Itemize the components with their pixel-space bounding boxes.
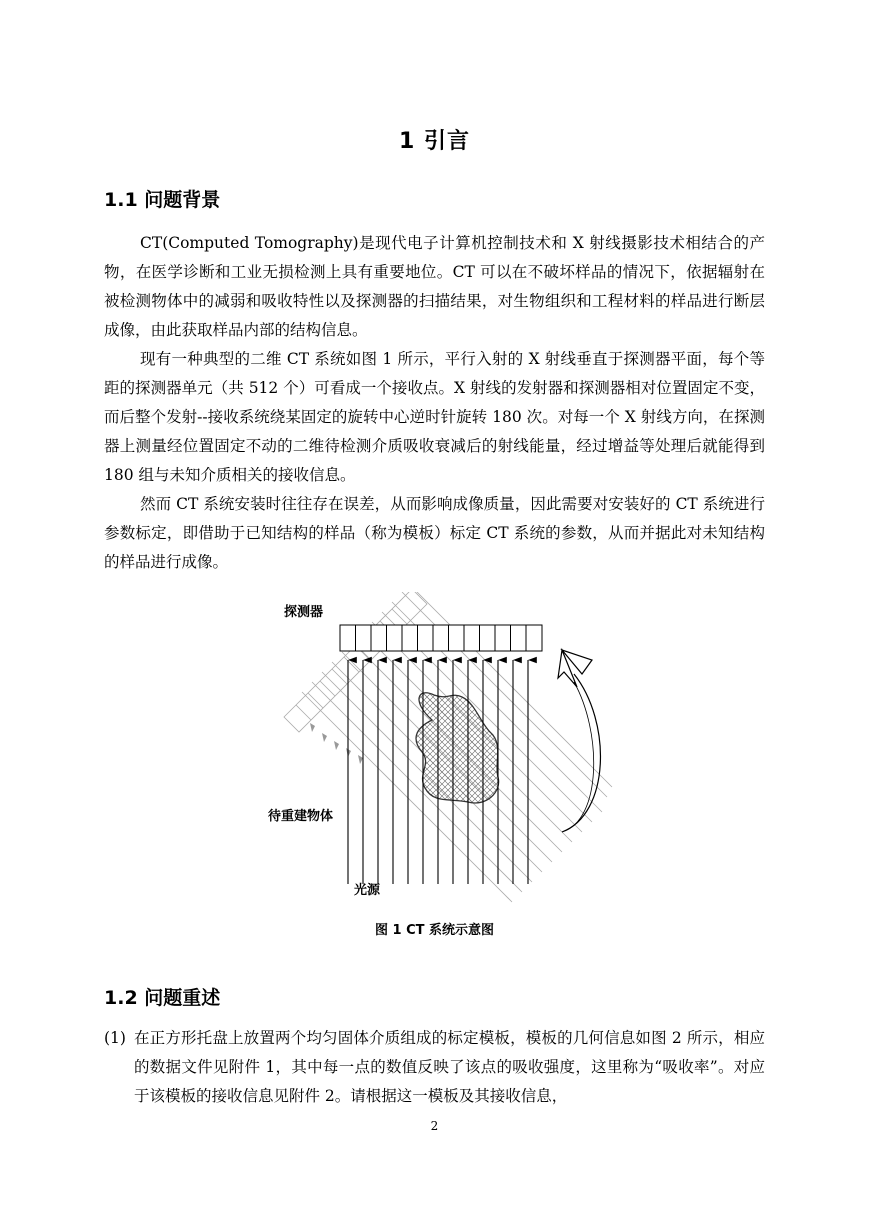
chapter-title: 1 引言 — [399, 129, 470, 154]
list-item — [104, 1024, 765, 1111]
list-item-text: 在正方形托盘上放置两个均匀固体介质组成的标定模板，模板的几何信息如图 2 所示，相应的数据文件见附件 1，其中每一点的数值反映了该点的吸收强度，这里称为“吸收率”。对应于该模板的接收信息见附件 2。请根据这一模板及其接收信息， — [134, 1029, 765, 1105]
figure-caption: 图 1 CT 系统示意图 — [374, 923, 495, 938]
ct-system-diagram — [262, 592, 622, 910]
paragraph-ct-system: 现有一种典型的二维 CT 系统如图 1 所示，平行入射的 X 射线垂直于探测器平面，每个等距的探测器单元（共 512 个）可看成一个接收点。X 射线的发射器和探测器相对位置固定不变，而后整个发射--接收系统绕某固定的旋转中心逆时针旋转 180 次。对每一个 X 射线方向，在探测器上测量经位置固定不动的二维待检测介质吸收衰减后的射线能量，经过增益等处理后就能得到 180 组与未知介质相关的接收信息。 — [104, 350, 765, 484]
label-object: 待重建物体 — [268, 809, 334, 824]
parallel-x-rays — [348, 660, 528, 884]
paragraph-ct-calibration: 然而 CT 系统安装时往往存在误差，从而影响成像质量，因此需要对安装好的 CT 系统进行参数标定，即借助于已知结构的样品（称为模板）标定 CT 系统的参数，从而并据此对未知结构的样品进行成像。 — [104, 495, 765, 571]
detector-array — [340, 625, 542, 651]
paragraph-ct-intro: CT(Computed Tomography)是现代电子计算机控制技术和 X 射线摄影技术相结合的产物，在医学诊断和工业无损检测上具有重要地位。CT 可以在不破坏样品的情况下，依据辐射在被检测物体中的减弱和吸收特性以及探测器的扫描结果，对生物组织和工程材料的样品进行断层成像，由此获取样品内部的结构信息。 — [104, 234, 765, 339]
rotated-beam-arrows — [310, 723, 363, 764]
rotation-arrow — [558, 650, 600, 832]
label-source: 光源 — [354, 883, 381, 898]
section-heading-background: 1.1 问题背景 — [104, 189, 221, 211]
ct-system-figure — [262, 592, 622, 910]
page-number: 2 — [430, 1119, 439, 1133]
object-to-reconstruct — [416, 693, 499, 803]
label-detector: 探测器 — [284, 605, 324, 620]
section-heading-restatement: 1.2 问题重述 — [104, 987, 221, 1009]
list-item-number: (1) — [104, 1029, 126, 1047]
